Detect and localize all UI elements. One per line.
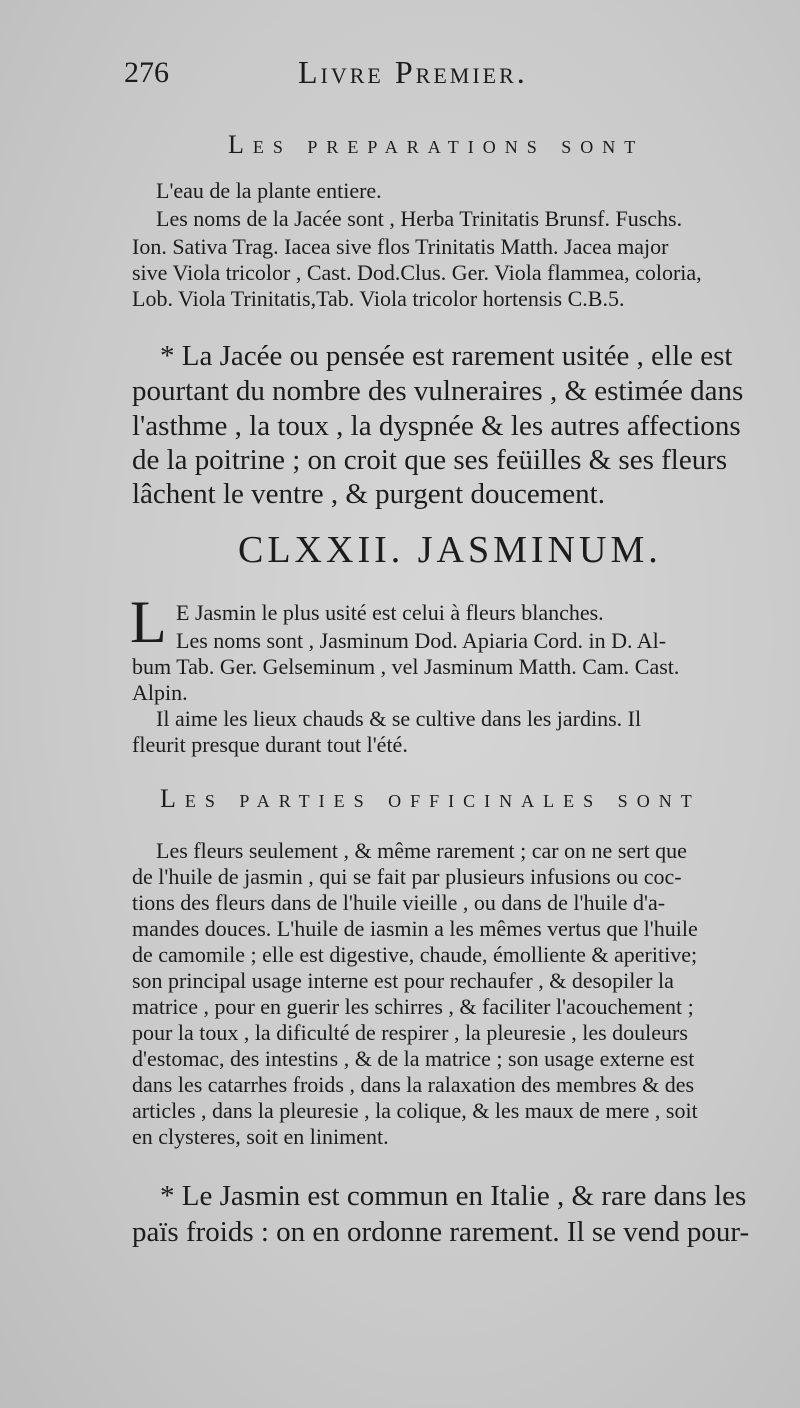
drop-cap: L (130, 589, 167, 655)
text-line: mandes douces. L'huile de iasmin a les mêmes vertus que l'huile (132, 916, 698, 941)
text-line: dans les catarrhes froids , dans la ralaxation des membres & des (132, 1072, 695, 1097)
text-line: fleurit presque durant tout l'été. (132, 732, 408, 757)
text-line: Les noms de la Jacée sont , Herba Trinitatis Brunsf. Fuschs. (156, 206, 683, 231)
section-heading-parties-officinales: Les parties officinales sont (160, 784, 701, 813)
text-line: Ion. Sativa Trag. Iacea sive flos Trinitatis Matth. Jacea major (132, 234, 669, 259)
text-line: lâchent le ventre , & purgent doucement. (132, 478, 605, 510)
text-line: en clysteres, soit en liniment. (132, 1124, 389, 1149)
text-line: * La Jacée ou pensée est rarement usitée , elle est (160, 340, 733, 372)
page-header (124, 52, 764, 96)
text-line: d'estomac, des intestins , & de la matrice ; son usage externe est (132, 1046, 695, 1071)
text-line: de la poitrine ; on croit que ses feüilles & ses fleurs (132, 444, 728, 476)
text-line: son principal usage interne est pour rechaufer , & desopiler la (132, 968, 674, 993)
section-heading-preparations: Les preparations sont (228, 130, 645, 159)
text-line: tions des fleurs dans de l'huile vieille , ou dans de l'huile d'a- (132, 890, 666, 915)
text-line: bum Tab. Ger. Gelseminum , vel Jasminum Matth. Cam. Cast. (132, 654, 680, 679)
text-line: pourtant du nombre des vulneraires , & estimée dans (132, 375, 744, 407)
text-line: articles , dans la pleuresie , la colique, & les maux de mere , soit (132, 1098, 698, 1123)
text-line: pour la toux , la dificulté de respirer , la pleuresie , les douleurs (132, 1020, 688, 1045)
text-line: Les fleurs seulement , & même rarement ; car on ne sert que (156, 838, 687, 863)
running-title: Livre Premier. (298, 54, 528, 90)
text-line: Il aime les lieux chauds & se cultive dans les jardins. Il (156, 706, 642, 731)
text-line: païs froids : on en ordonne rarement. Il se vend pour- (132, 1216, 750, 1248)
text-line: Lob. Viola Trinitatis,Tab. Viola tricolor hortensis C.B.5. (132, 286, 625, 311)
text-line: l'asthme , la toux , la dyspnée & les autres affections (132, 410, 741, 442)
text-line: de camomile ; elle est digestive, chaude, émolliente & aperitive; (132, 942, 698, 967)
page-number: 276 (124, 56, 169, 89)
text-line: * Le Jasmin est commun en Italie , & rare dans les (160, 1180, 747, 1212)
text-line: matrice , pour en guerir les schirres , & faciliter l'acouchement ; (132, 994, 694, 1019)
chapter-title: CLXXII. JASMINUM. (238, 529, 662, 571)
text-line: de l'huile de jasmin , qui se fait par plusieurs infusions ou coc- (132, 864, 682, 889)
text-line: Alpin. (132, 680, 188, 705)
text-line: E Jasmin le plus usité est celui à fleurs blanches. (176, 600, 604, 625)
text-line: sive Viola tricolor , Cast. Dod.Clus. Ger. Viola flammea, coloria, (132, 260, 702, 285)
text-line: Les noms sont , Jasminum Dod. Apiaria Cord. in D. Al- (176, 628, 667, 653)
text-line: L'eau de la plante entiere. (156, 178, 382, 203)
